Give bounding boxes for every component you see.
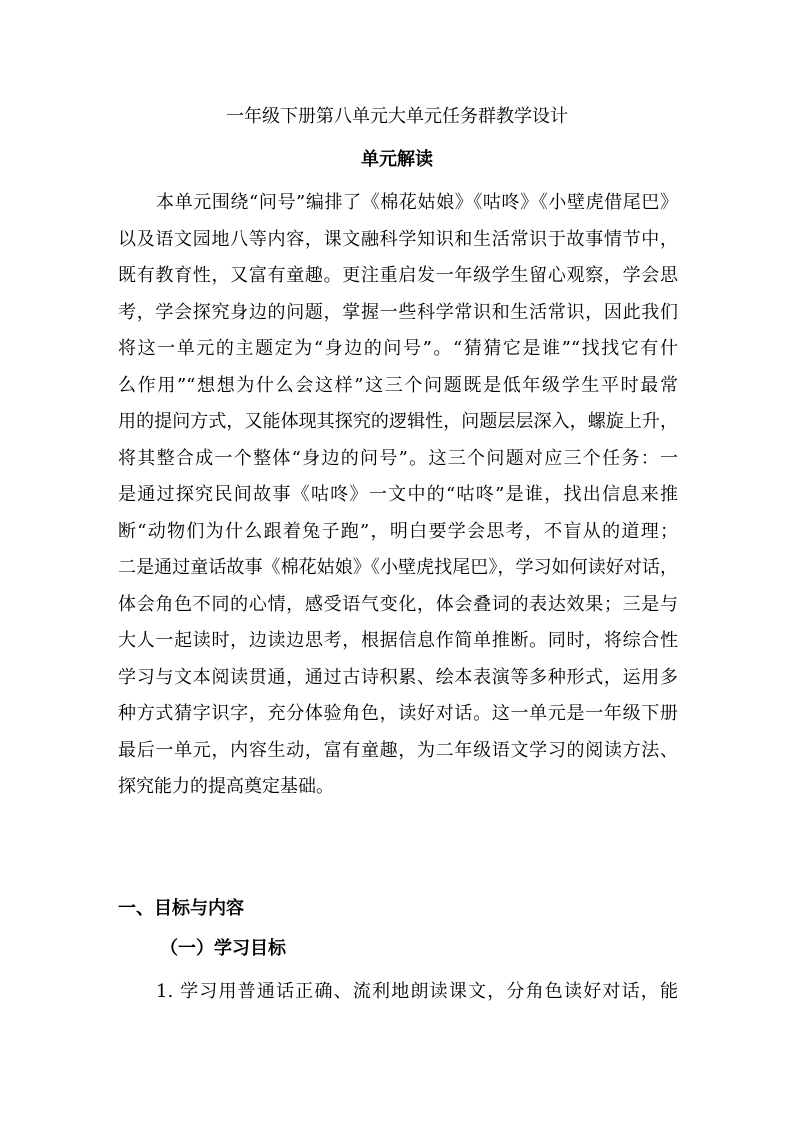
paragraph-line: 断“动物们为什么跟着兔子跑”，明白要学会思考，不盲从的道理；: [118, 520, 678, 542]
paragraph-line: 探究能力的提高奠定基础。: [118, 776, 334, 797]
paragraph-line: 既有教育性，又富有童趣。更注重启发一年级学生留心观察，学会思: [118, 265, 678, 286]
paragraph-line: 本单元围绕“问号”编排了《棉花姑娘》《咕咚》《小壁虎借尾巴》: [156, 192, 678, 213]
paragraph-line: 大人一起读时，边读边思考，根据信息作简单推断。同时，将综合性: [118, 630, 678, 651]
paragraph-line: 最后一单元，内容生动，富有童趣，为二年级语文学习的阅读方法、: [118, 739, 678, 761]
paragraph-line: 二是通过童话故事《棉花姑娘》《小壁虎找尾巴》，学习如何读好对话，: [118, 557, 678, 578]
paragraph-line: 将其整合成一个整体“身边的问号”。这三个问题对应三个任务：一: [118, 447, 678, 469]
paragraph-line: 么作用”“想想为什么会这样”这三个问题既是低年级学生平时最常: [118, 374, 678, 396]
document-title: 一年级下册第八单元大单元任务群教学设计: [226, 106, 568, 127]
objective-item-1: 1. 学习用普通话正确、流利地朗读课文，分角色读好对话，能: [156, 981, 678, 1002]
paragraph-line: 体会角色不同的心情，感受语气变化，体会叠词的表达效果；三是与: [118, 593, 678, 615]
heading-objectives-and-content: 一、目标与内容: [118, 898, 244, 919]
heading-learning-objectives: （一）学习目标: [160, 938, 286, 959]
paragraph-line: 以及语文园地八等内容，课文融科学知识和生活常识于故事情节中，: [118, 228, 678, 250]
paragraph-line: 是通过探究民间故事《咕咚》一文中的“咕咚”是谁，找出信息来推: [118, 484, 678, 505]
paragraph-line: 学习与文本阅读贯通，通过古诗积累、绘本表演等多种形式，运用多: [118, 666, 678, 688]
unit-interpretation-paragraph: [118, 185, 678, 806]
section-title: 单元解读: [361, 149, 433, 170]
paragraph-line: 用的提问方式，又能体现其探究的逻辑性，问题层层深入，螺旋上升，: [118, 411, 678, 432]
paragraph-line: 种方式猜字识字，充分体验角色，读好对话。这一单元是一年级下册: [118, 703, 678, 724]
paragraph-line: 考，学会探究身边的问题，掌握一些科学常识和生活常识，因此我们: [118, 301, 678, 323]
paragraph-line: 将这一单元的主题定为“身边的问号”。“猜猜它是谁”“找找它有什: [118, 338, 678, 359]
